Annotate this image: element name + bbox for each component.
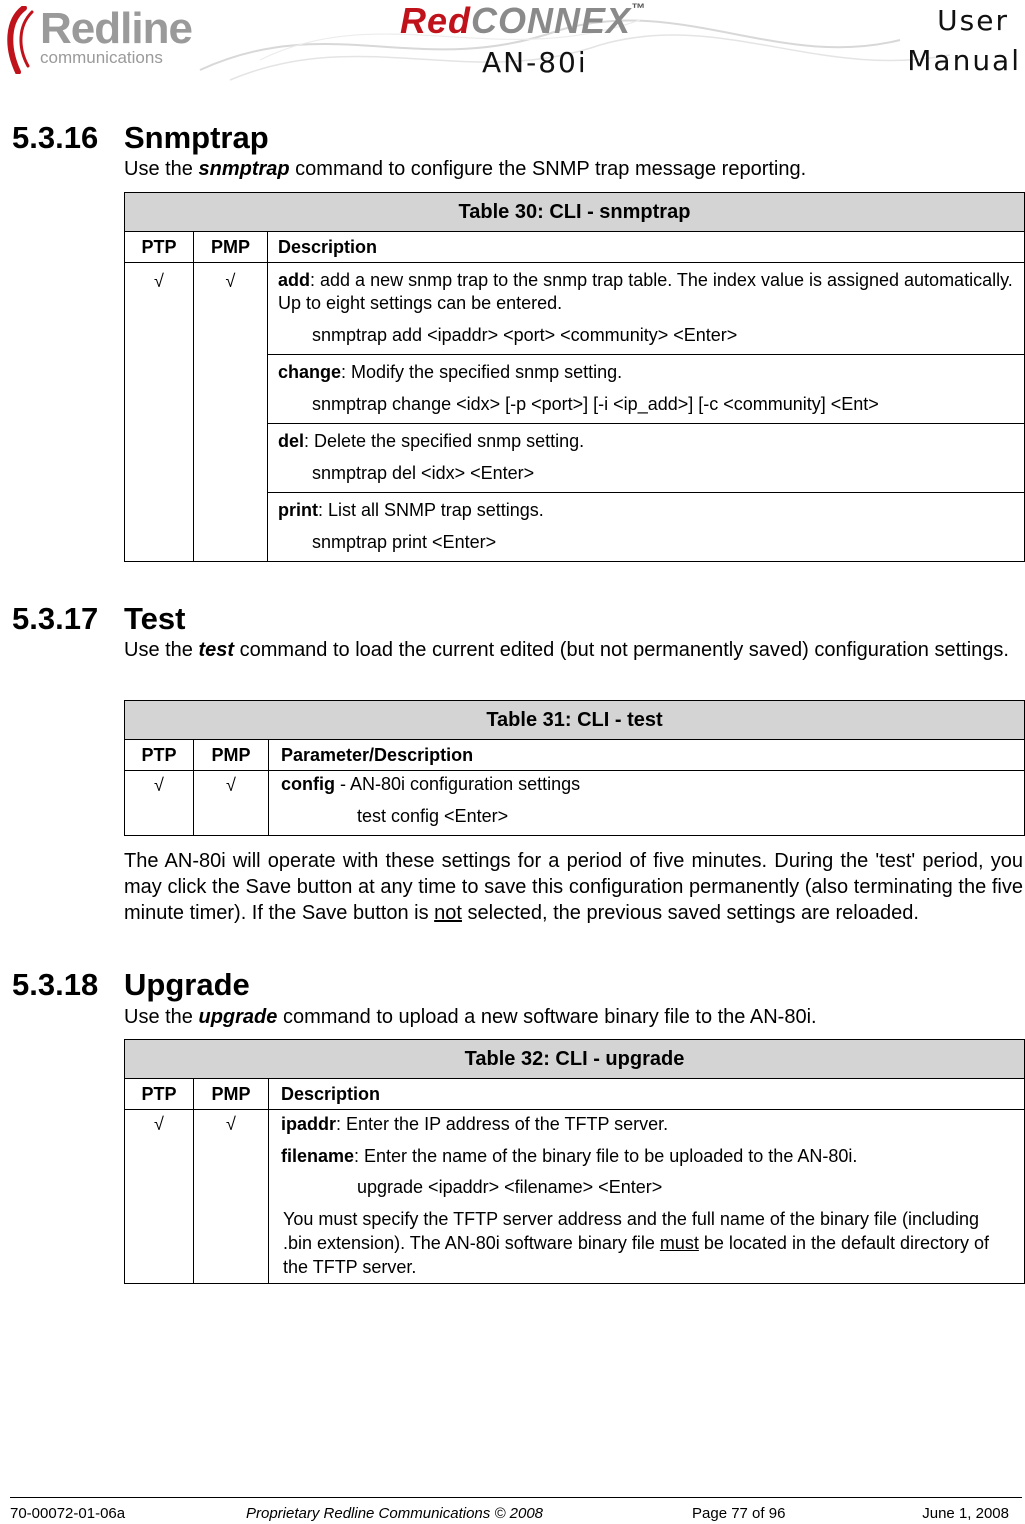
header-model: AN-80i: [482, 46, 588, 79]
pmp-check: √: [194, 771, 269, 836]
table-row: config - AN-80i configuration settings test config <Enter>: [269, 771, 1025, 836]
table-caption: Table 32: CLI - upgrade: [125, 1040, 1025, 1079]
pmp-check: √: [194, 263, 268, 562]
table-caption: Table 31: CLI - test: [125, 701, 1025, 740]
section-heading-test: [12, 601, 185, 637]
column-header-description: Description: [268, 232, 1025, 263]
redconnex-logo-grey: CONNEX: [471, 0, 632, 41]
command-syntax: test config <Enter>: [357, 806, 509, 826]
column-header-description: Description: [269, 1079, 1025, 1110]
section-intro: Use the upgrade command to upload a new software binary file to the AN-80i.: [124, 1006, 817, 1028]
command-syntax: snmptrap add <ipaddr> <port> <community> <Enter>: [312, 325, 738, 345]
footer-divider: [10, 1497, 1022, 1498]
table-caption: Table 30: CLI - snmptrap: [125, 193, 1025, 232]
command-name: snmptrap: [198, 158, 290, 180]
table-cli-snmptrap: [124, 192, 1025, 562]
command-name: upgrade: [198, 1006, 278, 1028]
param-ipaddr: ipaddr: Enter the IP address of the TFTP server.: [281, 1114, 669, 1134]
section-intro: Use the snmptrap command to configure the SNMP trap message reporting.: [124, 158, 807, 180]
command-name: test: [198, 639, 235, 661]
ptp-check: √: [125, 263, 194, 562]
column-header-pmp: PMP: [194, 1079, 269, 1110]
command-syntax: snmptrap del <idx> <Enter>: [312, 463, 535, 483]
table-row: del: Delete the specified snmp setting. snmptrap del <idx> <Enter>: [268, 424, 1025, 493]
emphasis-not: not: [434, 902, 462, 924]
param-key: print: [278, 500, 318, 520]
redconnex-logo: [400, 0, 646, 42]
param-filename: filename: Enter the name of the binary file to be uploaded to the AN-80i.: [281, 1146, 858, 1166]
command-syntax: snmptrap change <idx> [-p <port>] [-i <ip_add>] [-c <community] <Ent>: [312, 394, 879, 414]
redconnex-logo-red: Red: [400, 0, 472, 41]
upgrade-note: You must specify the TFTP server address and the full name of the binary file (including .bin extension). The AN-80i software binary file must be located in the default directory of the TFTP server.: [283, 1209, 990, 1277]
section-title: Snmptrap: [124, 120, 269, 155]
redline-logo-sub: communications: [40, 48, 163, 67]
section-number: 5.3.16: [12, 120, 99, 155]
section-heading-snmptrap: [12, 120, 269, 156]
test-explanation: The AN-80i will operate with these settings for a period of five minutes. During the 'test' period, you may click the Save button at any time to save this configuration permanently (also terminating the five minute timer). If the Save button is not selected, the previous saved settings are reloaded.: [124, 850, 1023, 924]
table-row: print: List all SNMP trap settings. snmptrap print <Enter>: [268, 493, 1025, 562]
column-header-parameter-description: Parameter/Description: [269, 740, 1025, 771]
command-syntax: upgrade <ipaddr> <filename> <Enter>: [357, 1177, 663, 1197]
section-intro: Use the test command to load the current edited (but not permanently saved) configuration settings.: [124, 639, 1009, 661]
footer-doc-id: 70-00072-01-06a: [10, 1505, 126, 1522]
ptp-check: √: [125, 1110, 194, 1284]
column-header-pmp: PMP: [194, 232, 268, 263]
redline-logo-word: Redline: [40, 4, 192, 53]
section-title: Test: [124, 601, 186, 636]
table-row: change: Modify the specified snmp setting. snmptrap change <idx> [-p <port>] [-i <ip_add>] [-c <community] <Ent>: [268, 355, 1025, 424]
header-title-user: User: [937, 4, 1009, 37]
footer-date: June 1, 2008: [922, 1505, 1009, 1522]
column-header-ptp: PTP: [125, 1079, 194, 1110]
column-header-ptp: PTP: [125, 740, 194, 771]
section-title: Upgrade: [124, 967, 250, 1002]
redline-logo-swirl-icon: [4, 6, 38, 74]
table-row: [269, 1110, 1025, 1284]
pmp-check: √: [194, 1110, 269, 1284]
section-number: 5.3.18: [12, 967, 99, 1002]
param-key: config: [281, 774, 335, 794]
param-key: add: [278, 270, 311, 290]
header-title-manual: Manual: [907, 44, 1021, 77]
column-header-ptp: PTP: [125, 232, 194, 263]
trademark-mark: ™: [631, 0, 647, 16]
column-header-pmp: PMP: [194, 740, 269, 771]
footer-proprietary: Proprietary Redline Communications © 2008: [246, 1505, 544, 1522]
param-key: change: [278, 362, 342, 382]
table-row: add: add a new snmp trap to the snmp trap table. The index value is assigned automatically. Up to eight settings can be entered. snmptrap add <ipaddr> <port> <community> <Enter>: [268, 263, 1025, 355]
ptp-check: √: [125, 771, 194, 836]
command-syntax: snmptrap print <Enter>: [312, 532, 497, 552]
footer-page-number: Page 77 of 96: [692, 1505, 786, 1522]
table-cli-upgrade: [124, 1039, 1025, 1284]
table-cli-test: [124, 700, 1025, 836]
emphasis-must: must: [659, 1233, 699, 1253]
param-key: del: [278, 431, 305, 451]
section-number: 5.3.17: [12, 601, 99, 636]
section-heading-upgrade: [12, 967, 250, 1003]
